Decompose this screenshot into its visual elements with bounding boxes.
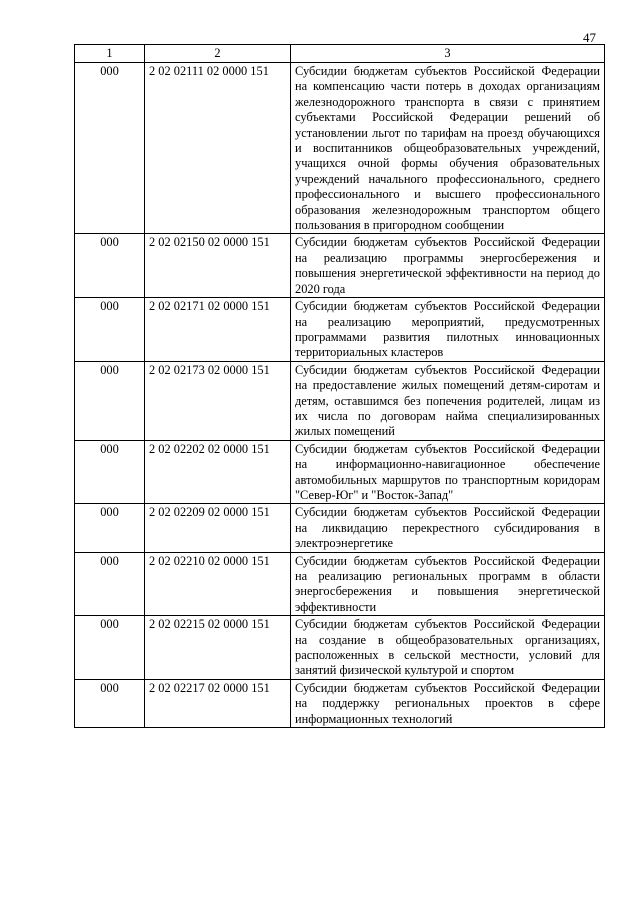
admin-code-cell: 000 xyxy=(75,616,145,680)
budget-code-cell: 2 02 02217 02 0000 151 xyxy=(145,679,291,727)
income-name-cell: Субсидии бюджетам субъектов Российской Федерации на ликвидацию перекрестного субсидирования в электроэнергетике xyxy=(291,504,605,552)
income-name-cell: Субсидии бюджетам субъектов Российской Федерации на компенсацию части потерь в доходах организациям железнодорожного транспорта в связи с принятием субъектами Российской Федерации решений об установлении льгот по тарифам на проезд обучающихся и воспитанников общеобразовательных учреждений, учащихся очной формы обучения образовательных учреждений начального профессионального, среднего профессионального и высшего профессионального образования железнодорожным транспортом общего пользования в пригородном сообщении xyxy=(291,63,605,234)
budget-code-cell: 2 02 02215 02 0000 151 xyxy=(145,616,291,680)
table-row xyxy=(75,361,605,440)
budget-codes-table xyxy=(74,44,605,728)
table-row xyxy=(75,234,605,298)
budget-code-cell: 2 02 02150 02 0000 151 xyxy=(145,234,291,298)
table-row xyxy=(75,504,605,552)
budget-code-cell: 2 02 02111 02 0000 151 xyxy=(145,63,291,234)
table-row xyxy=(75,63,605,234)
table-row xyxy=(75,679,605,727)
admin-code-cell: 000 xyxy=(75,440,145,504)
budget-code-cell: 2 02 02202 02 0000 151 xyxy=(145,440,291,504)
income-name-cell: Субсидии бюджетам субъектов Российской Федерации на реализацию программы энергосбережения и повышения энергетической эффективности на период до 2020 года xyxy=(291,234,605,298)
admin-code-cell: 000 xyxy=(75,679,145,727)
table-row xyxy=(75,552,605,616)
table-header-row xyxy=(75,45,605,63)
admin-code-cell: 000 xyxy=(75,298,145,362)
table-row xyxy=(75,298,605,362)
column-header-2: 2 xyxy=(145,45,291,63)
income-name-cell: Субсидии бюджетам субъектов Российской Федерации на создание в общеобразовательных организациях, расположенных в сельской местности, условий для занятий физической культурой и спортом xyxy=(291,616,605,680)
admin-code-cell: 000 xyxy=(75,234,145,298)
income-name-cell: Субсидии бюджетам субъектов Российской Федерации на поддержку региональных проектов в сфере информационных технологий xyxy=(291,679,605,727)
column-header-3: 3 xyxy=(291,45,605,63)
table-row xyxy=(75,440,605,504)
budget-code-cell: 2 02 02171 02 0000 151 xyxy=(145,298,291,362)
income-name-cell: Субсидии бюджетам субъектов Российской Федерации на реализацию региональных программ в области энергосбережения и повышения энергетической эффективности xyxy=(291,552,605,616)
admin-code-cell: 000 xyxy=(75,63,145,234)
income-name-cell: Субсидии бюджетам субъектов Российской Федерации на реализацию мероприятий, предусмотренных программами развития пилотных инновационных территориальных кластеров xyxy=(291,298,605,362)
page-number: 47 xyxy=(583,30,596,45)
budget-code-cell: 2 02 02209 02 0000 151 xyxy=(145,504,291,552)
column-header-1: 1 xyxy=(75,45,145,63)
budget-code-cell: 2 02 02210 02 0000 151 xyxy=(145,552,291,616)
admin-code-cell: 000 xyxy=(75,361,145,440)
table-row xyxy=(75,616,605,680)
budget-code-cell: 2 02 02173 02 0000 151 xyxy=(145,361,291,440)
admin-code-cell: 000 xyxy=(75,552,145,616)
admin-code-cell: 000 xyxy=(75,504,145,552)
income-name-cell: Субсидии бюджетам субъектов Российской Федерации на предоставление жилых помещений детям-сиротам и детям, оставшимся без попечения родителей, лицам из их числа по договорам найма специализированных жилых помещений xyxy=(291,361,605,440)
income-name-cell: Субсидии бюджетам субъектов Российской Федерации на информационно-навигационное обеспечение автомобильных маршрутов по транспортным коридорам "Север-Юг" и "Восток-Запад" xyxy=(291,440,605,504)
